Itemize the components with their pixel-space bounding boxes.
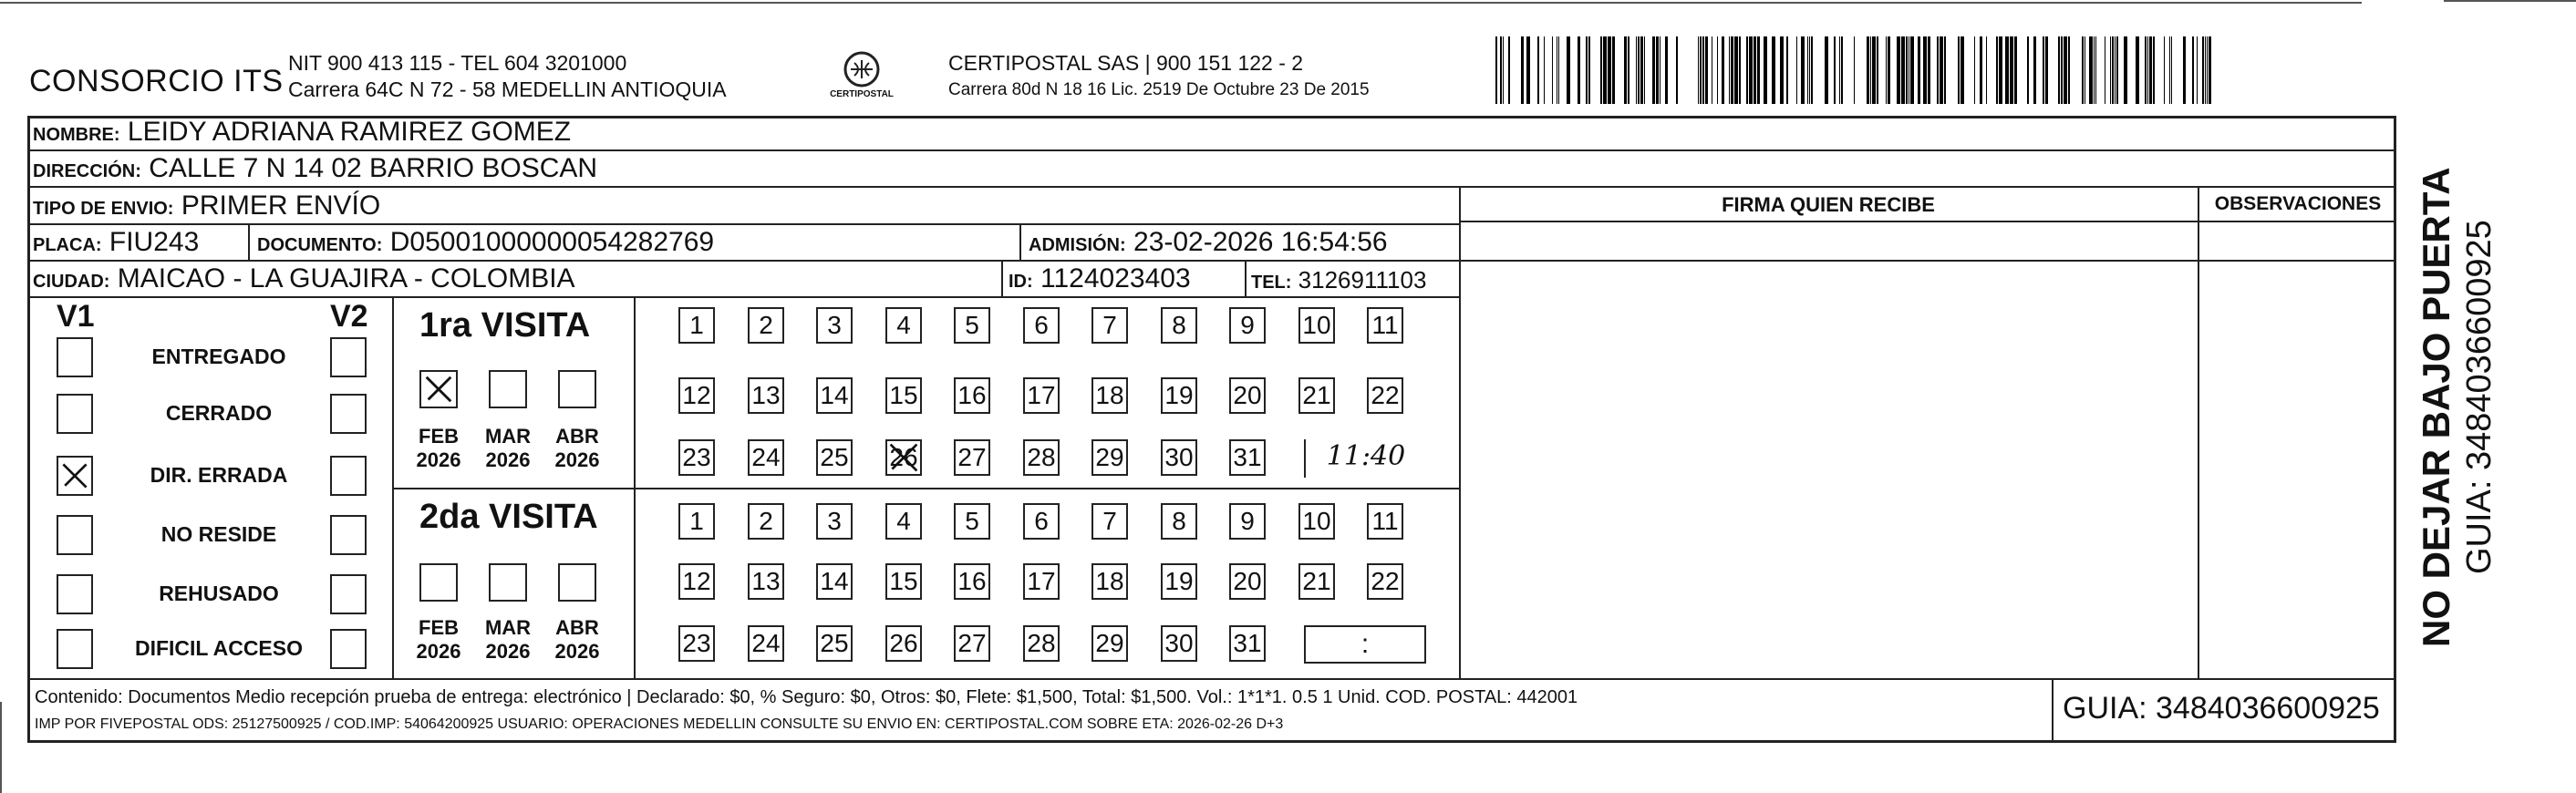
visit2-month-box[interactable] [558, 563, 596, 602]
id-row [1009, 263, 1191, 294]
nombre-row [33, 117, 571, 148]
barcode-bar [1526, 36, 1530, 104]
status-v1-checkbox[interactable] [57, 629, 93, 669]
visit2-time-box[interactable]: : [1304, 625, 1426, 664]
barcode-bar [1717, 36, 1718, 104]
visit1-month-label [479, 425, 537, 472]
barcode-bar [1578, 36, 1580, 104]
id-label: ID: [1009, 272, 1033, 292]
barcode-bar [1698, 36, 1699, 104]
visit2-day-box[interactable]: 3 [816, 503, 853, 540]
barcode-bar [1644, 36, 1645, 104]
month-name: FEB [419, 425, 459, 448]
visit2-day-box[interactable]: 23 [678, 625, 715, 662]
tipo-value: PRIMER ENVÍO [181, 191, 381, 221]
visit1-day-box[interactable]: 19 [1161, 377, 1197, 414]
visit1-day-box[interactable]: 25 [816, 439, 853, 476]
tel-label: TEL: [1251, 273, 1292, 293]
visit1-month-box[interactable] [489, 370, 527, 408]
status-label: DIFICIL ACCESO [134, 636, 303, 660]
barcode-bar [1801, 36, 1805, 104]
visit2-day-box[interactable]: 28 [1023, 625, 1060, 662]
status-v2-checkbox[interactable] [330, 337, 367, 377]
visit2-day-box[interactable]: 29 [1091, 625, 1128, 662]
row-divider [27, 296, 1459, 298]
visit2-day-box[interactable]: 22 [1367, 563, 1403, 600]
month-name: MAR [484, 425, 532, 448]
visit2-day-box[interactable]: 2 [748, 503, 784, 540]
barcode-bar [2043, 36, 2044, 104]
visit1-day-box[interactable]: 22 [1367, 377, 1403, 414]
visit1-day-box[interactable]: 9 [1229, 307, 1266, 344]
barcode-bar [1809, 36, 1810, 104]
barcode-bar [1888, 36, 1890, 104]
visit2-day-box[interactable]: 31 [1229, 625, 1266, 662]
barcode-bar [1731, 36, 1733, 104]
barcode-bar [1841, 36, 1843, 104]
barcode-bar [1558, 36, 1559, 104]
barcode-bar [1628, 36, 1629, 104]
top-right-edge-line [2444, 0, 2576, 2]
barcode-bar [2183, 36, 2186, 104]
visit2-day-box[interactable]: 11 [1367, 503, 1403, 540]
barcode-bar [1624, 36, 1627, 104]
barcode-bar [2209, 36, 2211, 104]
status-v2-checkbox[interactable] [330, 574, 367, 614]
visit2-day-box[interactable]: 26 [885, 625, 922, 662]
month-name: FEB [419, 616, 459, 639]
ciudad-value: MAICAO - LA GUAJIRA - COLOMBIA [117, 263, 575, 294]
v2-header: V2 [330, 299, 368, 334]
barcode-bar [1636, 36, 1637, 104]
firma-header: FIRMA QUIEN RECIBE [1722, 193, 1935, 216]
row-divider [1459, 221, 2396, 222]
visit2-day-box[interactable]: 20 [1229, 563, 1266, 600]
visit1-month-box[interactable] [558, 370, 596, 408]
visit1-month-label [409, 425, 468, 472]
visit1-day-box[interactable]: 31 [1229, 439, 1266, 476]
status-v1-checkbox[interactable] [57, 337, 93, 377]
barcode-bar [1918, 36, 1920, 104]
barcode-bar [1906, 36, 1908, 104]
visit2-day-box[interactable]: 9 [1229, 503, 1266, 540]
barcode-bar [1638, 36, 1640, 104]
company-line-1: NIT 900 413 115 - TEL 604 3201000 [288, 51, 627, 75]
row-divider [27, 260, 2396, 262]
visit2-day-box[interactable]: 12 [678, 563, 715, 600]
barcode-bar [2207, 36, 2208, 104]
barcode-bar [1839, 36, 1840, 104]
col-divider [634, 296, 636, 678]
barcode-bar [1552, 36, 1553, 104]
barcode-bar [1877, 36, 1878, 104]
barcode-bar [1567, 36, 1570, 104]
barcode-bar [2089, 36, 2093, 104]
visit1-day-box[interactable]: 4 [885, 307, 922, 344]
documento-label: DOCUMENTO: [257, 235, 383, 255]
barcode-bar [1867, 36, 1869, 104]
barcode-bar [2110, 36, 2111, 104]
handwritten-check-mark [58, 458, 91, 494]
barcode-bar [1825, 36, 1828, 104]
direccion-value: CALLE 7 N 14 02 BARRIO BOSCAN [149, 153, 598, 183]
status-label: ENTREGADO [151, 345, 286, 368]
visit1-day-box[interactable]: 14 [816, 377, 853, 414]
visit1-day-box[interactable]: 24 [748, 439, 784, 476]
barcode-bar [1786, 36, 1788, 104]
barcode-bar [1652, 36, 1655, 104]
month-year: 2026 [416, 640, 461, 663]
barcode-bar [1958, 36, 1960, 104]
barcode-bar [1757, 36, 1760, 104]
status-label: NO RESIDE [160, 522, 277, 546]
col-divider [1245, 262, 1247, 296]
admision-value: 23-02-2026 16:54:56 [1133, 227, 1388, 257]
visit1-day-box[interactable]: 21 [1298, 377, 1335, 414]
status-v2-checkbox[interactable] [330, 456, 367, 496]
barcode-bar [1996, 36, 1998, 104]
month-year: 2026 [554, 448, 600, 471]
barcode-bar [2169, 36, 2170, 104]
visit1-month-label [548, 425, 606, 472]
handwritten-x-mark [887, 441, 920, 474]
barcode-bar [1754, 36, 1756, 104]
row-divider [27, 678, 2396, 680]
barcode-bar [1886, 36, 1887, 104]
placa-row [33, 227, 199, 258]
barcode-bar [1780, 36, 1784, 104]
tipo-label: TIPO DE ENVIO: [33, 199, 174, 219]
barcode-bar [1705, 36, 1708, 104]
visit1-day-box[interactable]: 12 [678, 377, 715, 414]
barcode-bar [2045, 36, 2048, 104]
barcode-bar [1772, 36, 1775, 104]
visit1-day-box[interactable]: 30 [1161, 439, 1197, 476]
status-label: DIR. ERRADA [150, 463, 288, 487]
visit1-month-box[interactable] [419, 370, 458, 408]
row-divider [27, 186, 2396, 188]
barcode-bar [2010, 36, 2013, 104]
barcode-bar [1980, 36, 1982, 104]
barcode-bar [2171, 36, 2172, 104]
visit2-day-box[interactable]: 15 [885, 563, 922, 600]
barcode-bar [2124, 36, 2127, 104]
id-value: 1124023403 [1040, 263, 1191, 294]
barcode-bar [1986, 36, 1987, 104]
visit2-day-box[interactable]: 13 [748, 563, 784, 600]
visit2-day-box[interactable]: 17 [1023, 563, 1060, 600]
barcode-bar [1870, 36, 1871, 104]
barcode-bar [1676, 36, 1678, 104]
barcode-bar [1764, 36, 1767, 104]
direccion-label: DIRECCIÓN: [33, 161, 141, 181]
visit2-day-box[interactable]: 10 [1298, 503, 1335, 540]
visit2-day-box[interactable]: 1 [678, 503, 715, 540]
barcode-bar [2136, 36, 2139, 104]
left-edge-mark [0, 702, 2, 793]
barcode-bar [1495, 36, 1497, 104]
side-guia: GUIA: 3484036600925 [2460, 220, 2498, 574]
col-divider [2198, 187, 2199, 679]
visit2-month-label [409, 616, 468, 664]
barcode-bar [1608, 36, 1611, 104]
visit2-month-box[interactable] [419, 563, 458, 602]
barcode-bar [2149, 36, 2152, 104]
barcode-bar [2061, 36, 2063, 104]
barcode-bar [1640, 36, 1643, 104]
barcode-bar [2082, 36, 2084, 104]
visit1-day-box[interactable]: 8 [1161, 307, 1197, 344]
visit1-day-box[interactable]: 26 [885, 439, 922, 476]
month-year: 2026 [485, 640, 531, 663]
visit2-day-box[interactable]: 24 [748, 625, 784, 662]
visit2-day-box[interactable]: 18 [1091, 563, 1128, 600]
company-line-2: Carrera 64C N 72 - 58 MEDELLIN ANTIOQUIA [288, 77, 727, 101]
direccion-row [33, 153, 597, 184]
handwritten-x-mark [421, 372, 456, 407]
barcode-bar [1612, 36, 1615, 104]
barcode-bar [1544, 36, 1545, 104]
tel-row [1251, 266, 1426, 294]
side-warning: NO DEJAR BAJO PUERTA [2415, 167, 2457, 647]
barcode-bar [1729, 36, 1730, 104]
company-name: CONSORCIO ITS [29, 64, 284, 98]
barcode-bar [2058, 36, 2060, 104]
nombre-label: NOMBRE: [33, 125, 120, 145]
barcode-bar [1734, 36, 1738, 104]
month-name: MAR [484, 616, 532, 639]
row-divider [27, 149, 2396, 151]
tel-value: 3126911103 [1298, 266, 1427, 294]
barcode-bar [1901, 36, 1905, 104]
visit1-day-box[interactable]: 16 [954, 377, 990, 414]
visit1-day-box[interactable]: 29 [1091, 439, 1128, 476]
barcode-bar [1508, 36, 1510, 104]
barcode-bar [1940, 36, 1943, 104]
visit1-day-box[interactable]: 11 [1367, 307, 1403, 344]
month-name: ABR [555, 425, 599, 448]
barcode-bar [1588, 36, 1590, 104]
barcode-bar [1503, 36, 1504, 104]
status-v2-checkbox[interactable] [330, 515, 367, 555]
visit2-month-label [548, 616, 606, 664]
visit1-day-box[interactable]: 23 [678, 439, 715, 476]
status-label: CERRADO [165, 401, 273, 425]
barcode-bar [2068, 36, 2070, 104]
top-edge-line [0, 2, 2362, 4]
month-name: ABR [555, 616, 599, 639]
visit-divider [392, 488, 1459, 489]
visit2-day-box[interactable]: 30 [1161, 625, 1197, 662]
barcode-bar [2014, 36, 2017, 104]
visit2-month-label [479, 616, 537, 664]
month-year: 2026 [485, 448, 531, 471]
visit2-day-box[interactable]: 5 [954, 503, 990, 540]
visit1-day-box[interactable]: 1 [678, 307, 715, 344]
barcode-bar [2147, 36, 2148, 104]
barcode-bar [2164, 36, 2165, 104]
col-divider [2052, 678, 2054, 743]
barcode-bar [2145, 36, 2147, 104]
visit1-day-box[interactable]: 18 [1091, 377, 1128, 414]
footer-guia: GUIA: 3484036600925 [2063, 691, 2380, 726]
barcode-bar [2153, 36, 2155, 104]
visit2-day-box[interactable]: 19 [1161, 563, 1197, 600]
barcode-bar [2094, 36, 2095, 104]
barcode-bar [1937, 36, 1939, 104]
visit1-day-box[interactable]: 2 [748, 307, 784, 344]
status-v1-checkbox[interactable] [57, 456, 93, 496]
barcode-bar [2005, 36, 2009, 104]
visit1-day-box[interactable]: 28 [1023, 439, 1060, 476]
observaciones-header: OBSERVACIONES [2214, 193, 2382, 214]
certipostal-line-1: CERTIPOSTAL SAS | 900 151 122 - 2 [948, 51, 1304, 75]
barcode-bar [1586, 36, 1588, 104]
barcode-bar [2112, 36, 2114, 104]
barcode-bar [2027, 36, 2029, 104]
barcode-bar [1910, 36, 1914, 104]
visit2-month-box[interactable] [489, 563, 527, 602]
visit1-day-box[interactable]: 5 [954, 307, 990, 344]
barcode-bar [1834, 36, 1836, 104]
visit1-title: 1ra VISITA [419, 306, 591, 345]
certipostal-line-2: Carrera 80d N 18 16 Lic. 2519 De Octubre 23 De 2015 [948, 80, 1370, 99]
admision-label: ADMISIÓN: [1029, 235, 1126, 255]
visit1-day-box[interactable]: 3 [816, 307, 853, 344]
visit2-day-box[interactable]: 25 [816, 625, 853, 662]
barcode-bar [1944, 36, 1946, 104]
barcode-bar [2197, 36, 2198, 104]
row-divider [27, 223, 1459, 225]
barcode-bar [1811, 36, 1813, 104]
barcode-bar [1521, 36, 1524, 104]
logo-text: CERTIPOSTAL [830, 89, 894, 99]
visit1-time-box[interactable]: 11:40 [1304, 439, 1426, 478]
barcode-bar [1960, 36, 1964, 104]
ciudad-label: CIUDAD: [33, 272, 110, 292]
col-divider [248, 225, 250, 260]
month-year: 2026 [554, 640, 600, 663]
visit2-day-box[interactable]: 8 [1161, 503, 1197, 540]
col-divider [1459, 187, 1461, 679]
barcode-bar [1974, 36, 1975, 104]
barcode-bar [1739, 36, 1741, 104]
v1-header: V1 [57, 299, 95, 334]
visit1-day-box[interactable]: 27 [954, 439, 990, 476]
barcode-bar [1722, 36, 1724, 104]
ciudad-row [33, 263, 575, 294]
status-v2-checkbox[interactable] [330, 629, 367, 669]
placa-label: PLACA: [33, 235, 102, 255]
barcode-bar [2202, 36, 2204, 104]
visit2-day-box[interactable]: 6 [1023, 503, 1060, 540]
barcode-bar [2033, 36, 2036, 104]
barcode-bar [1665, 36, 1668, 104]
barcode-bar [2095, 36, 2096, 104]
visit1-day-box[interactable]: 7 [1091, 307, 1128, 344]
col-divider [1019, 225, 1021, 260]
barcode-bar [1999, 36, 2002, 104]
barcode-bar [1807, 36, 1808, 104]
barcode-bar [1537, 36, 1539, 104]
barcode-bar [1749, 36, 1753, 104]
barcode-bar [1796, 36, 1797, 104]
footer-line-2: IMP POR FIVEPOSTAL ODS: 25127500925 / COD.IMP: 54064200925 USUARIO: OPERACIONES MEDELLIN CONSULTE SU ENVIO EN: CERTIPOSTAL.COM SOBRE ETA: 2026-02-26 D+3 [35, 716, 1284, 732]
nombre-value: LEIDY ADRIANA RAMIREZ GOMEZ [127, 117, 572, 147]
visit1-day-box[interactable]: 17 [1023, 377, 1060, 414]
barcode-bar [1603, 36, 1607, 104]
tipo-row [33, 191, 380, 221]
barcode-bar [1897, 36, 1900, 104]
barcode-bar [2192, 36, 2194, 104]
status-v1-checkbox[interactable] [57, 394, 93, 434]
footer-line-1: Contenido: Documentos Medio recepción prueba de entrega: electrónico | Declarado: $0, % Seguro: $0, Otros: $0, Flete: $1,500, Total: $1,500. Vol.: 1*1*1. 0.5 1 Unid. COD. POSTAL: 442001 [35, 687, 1578, 707]
barcode-bar [1872, 36, 1876, 104]
barcode-bar [1700, 36, 1702, 104]
placa-value: FIU243 [109, 227, 200, 257]
barcode-bar [1928, 36, 1930, 104]
visit2-day-box[interactable]: 16 [954, 563, 990, 600]
status-label: REHUSADO [159, 582, 279, 605]
status-v1-checkbox[interactable] [57, 515, 93, 555]
documento-value: D05001000000054282769 [389, 227, 715, 257]
barcode [1495, 36, 2225, 104]
visit2-day-box[interactable]: 27 [954, 625, 990, 662]
col-divider [392, 296, 394, 678]
visit1-day-box[interactable]: 10 [1298, 307, 1335, 344]
barcode-bar [1656, 36, 1659, 104]
visit2-day-box[interactable]: 4 [885, 503, 922, 540]
status-v2-checkbox[interactable] [330, 394, 367, 434]
admision-row [1029, 227, 1388, 258]
certipostal-logo-icon [825, 47, 898, 111]
visit2-day-box[interactable]: 21 [1298, 563, 1335, 600]
visit2-day-box[interactable]: 7 [1091, 503, 1128, 540]
visit1-day-box[interactable]: 13 [748, 377, 784, 414]
barcode-bar [2064, 36, 2067, 104]
status-v1-checkbox[interactable] [57, 574, 93, 614]
certipostal-logo [825, 47, 898, 111]
barcode-bar [2205, 36, 2206, 104]
visit1-day-box[interactable]: 20 [1229, 377, 1266, 414]
barcode-bar [1923, 36, 1927, 104]
barcode-bar [1746, 36, 1748, 104]
visit1-day-box[interactable]: 6 [1023, 307, 1060, 344]
barcode-bar [1500, 36, 1502, 104]
month-year: 2026 [416, 448, 461, 471]
visit2-day-box[interactable]: 14 [816, 563, 853, 600]
documento-row [257, 227, 714, 258]
visit1-day-box[interactable]: 15 [885, 377, 922, 414]
barcode-bar [2116, 36, 2118, 104]
visit2-title: 2da VISITA [419, 498, 598, 536]
barcode-bar [1702, 36, 1704, 104]
barcode-bar [1854, 36, 1855, 104]
col-divider [1001, 262, 1003, 296]
barcode-bar [2115, 36, 2116, 104]
barcode-bar [1600, 36, 1602, 104]
